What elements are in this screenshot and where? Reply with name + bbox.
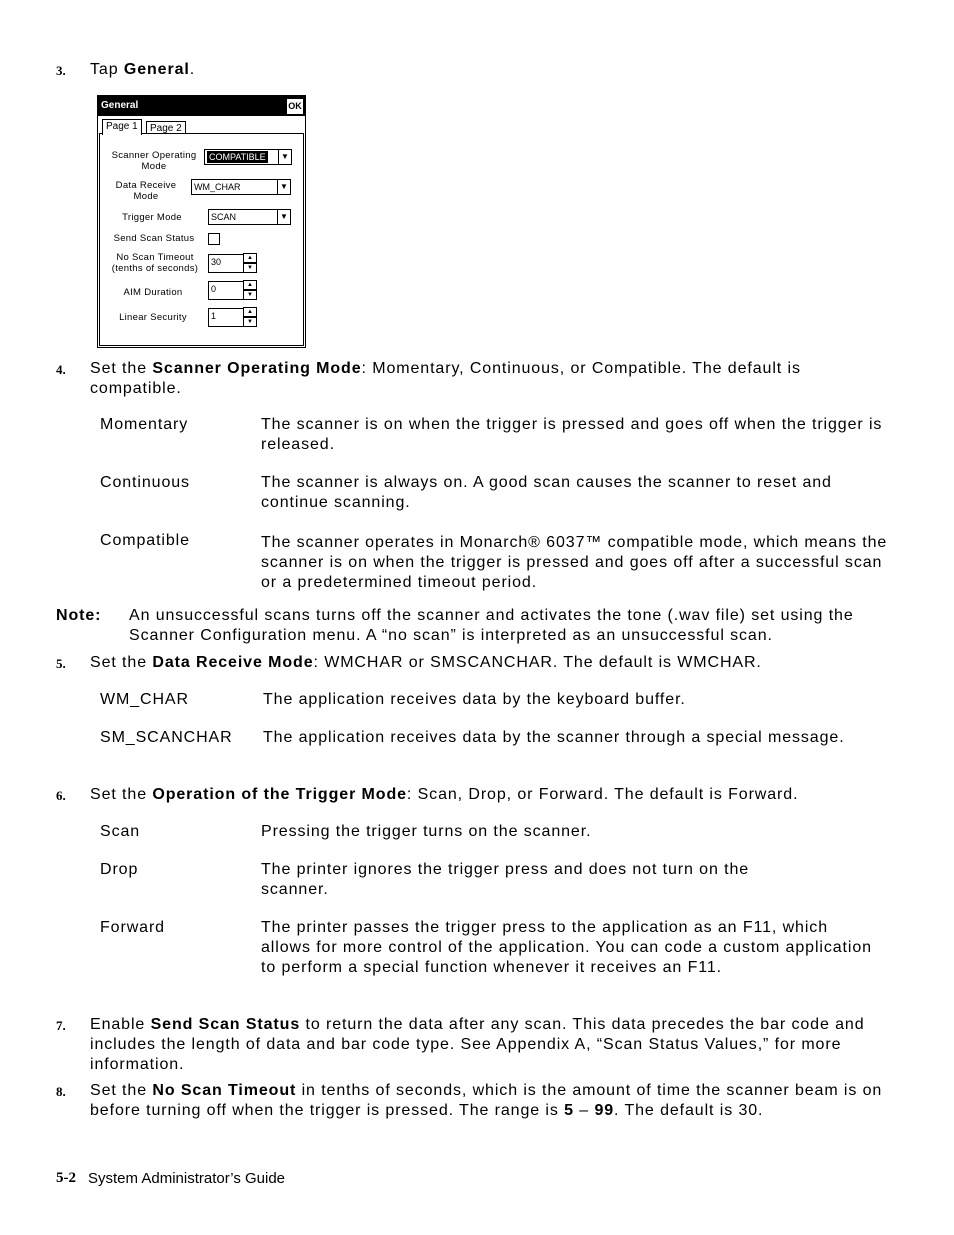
spin-up-icon[interactable]: ▲: [243, 307, 257, 317]
mode-term: Continuous: [100, 474, 190, 491]
data-receive-select[interactable]: [191, 179, 291, 195]
linear-security-input[interactable]: [208, 308, 244, 327]
spin-down-icon[interactable]: ▼: [243, 317, 257, 327]
chevron-down-icon[interactable]: ▼: [278, 150, 291, 164]
trigger-term: Forward: [100, 919, 165, 936]
trigger-term: Scan: [100, 823, 141, 840]
no-scan-timeout-value: 30: [211, 257, 222, 267]
trigger-desc: Pressing the trigger turns on the scanner.: [261, 823, 592, 840]
spin-up-icon[interactable]: ▲: [243, 280, 257, 290]
step-7-text: Enable Send Scan Status to return the data after any scan. This data precedes the bar code and includes the length of data and bar code type. See Appendix A, “Scan Status Values,” for more information.: [90, 1016, 865, 1073]
step-4-text: Set the Scanner Operating Mode: Momentary, Continuous, or Compatible. The default is compatible.: [90, 360, 801, 397]
note-label: Note:: [56, 607, 102, 624]
step-number: 3.: [56, 63, 66, 78]
mode-term: Compatible: [100, 532, 190, 549]
step-number: 5.: [56, 656, 66, 671]
footer-title: System Administrator’s Guide: [88, 1170, 286, 1187]
note-text: An unsuccessful scans turns off the scanner and activates the tone (.wav file) set using the Scanner Configuration menu. A “no scan” is interpreted as an unsuccessful scan.: [129, 607, 854, 644]
spin-down-icon[interactable]: ▼: [243, 263, 257, 273]
send-scan-status-checkbox[interactable]: [208, 233, 220, 245]
tab-page-2[interactable]: Page 2: [146, 121, 186, 134]
step-number: 7.: [56, 1018, 66, 1033]
tab-page-1[interactable]: Page 1: [102, 119, 142, 135]
trigger-mode-select[interactable]: [208, 209, 291, 225]
aim-duration-input[interactable]: [208, 281, 244, 300]
step-number: 6.: [56, 788, 66, 803]
linear-security-label: Linear Security: [119, 312, 187, 323]
chevron-down-icon[interactable]: ▼: [277, 180, 290, 194]
trigger-term: Drop: [100, 861, 139, 878]
aim-duration-value: 0: [211, 284, 217, 294]
scanner-mode-value: COMPATIBLE: [209, 152, 266, 162]
mode-desc: The scanner is always on. A good scan causes the scanner to reset and continue scanning.: [261, 474, 832, 511]
receive-desc: The application receives data by the scanner through a special message.: [263, 729, 845, 746]
send-scan-status-label: Send Scan Status: [113, 233, 195, 244]
receive-term: SM_SCANCHAR: [100, 729, 233, 746]
data-receive-label: Data Receive Mode: [115, 180, 177, 202]
step-number: 8.: [56, 1084, 66, 1099]
trigger-desc: The printer ignores the trigger press and does not turn on the scanner.: [261, 861, 750, 898]
receive-desc: The application receives data by the keyboard buffer.: [263, 691, 686, 708]
trigger-desc: The printer passes the trigger press to the application as an F11, which allows for more control of the application. You can code a custom application to perform a special function whenever it receives an F11.: [261, 919, 872, 976]
data-receive-value: WM_CHAR: [194, 182, 241, 192]
spin-down-icon[interactable]: ▼: [243, 290, 257, 300]
trigger-mode-label: Trigger Mode: [122, 212, 182, 223]
aim-duration-label: AIM Duration: [123, 287, 183, 298]
no-scan-timeout-input[interactable]: [208, 254, 244, 273]
step-number: 4.: [56, 362, 66, 377]
scanner-mode-select[interactable]: [204, 149, 292, 165]
no-scan-timeout-label: No Scan Timeout (tenths of seconds): [111, 252, 199, 274]
page-number: 5-2: [56, 1170, 76, 1186]
linear-security-value: 1: [211, 311, 217, 321]
mode-desc: The scanner is on when the trigger is pressed and goes off when the trigger is released.: [261, 416, 883, 453]
dialog-title: General: [101, 100, 139, 111]
general-dialog: [97, 95, 306, 348]
step-6-text: Set the Operation of the Trigger Mode: Scan, Drop, or Forward. The default is Forward.: [90, 786, 799, 803]
receive-term: WM_CHAR: [100, 691, 189, 708]
step-5-text: Set the Data Receive Mode: WMCHAR or SMSCANCHAR. The default is WMCHAR.: [90, 654, 762, 671]
step-8-text: Set the No Scan Timeout in tenths of seconds, which is the amount of time the scanner beam is on before turning off when the trigger is pressed. The range is 5 – 99. The default is 30.: [90, 1082, 883, 1119]
mode-desc: The scanner operates in Monarch® 6037™ compatible mode, which means the scanner is on when the trigger is pressed and goes off after a successful scan or a predetermined timeout period.: [261, 534, 888, 591]
trigger-mode-value: SCAN: [211, 212, 237, 222]
step-3-text: Tap General.: [90, 61, 196, 78]
chevron-down-icon[interactable]: ▼: [277, 210, 290, 224]
scanner-mode-label: Scanner Operating Mode: [111, 150, 197, 172]
mode-term: Momentary: [100, 416, 189, 433]
spin-up-icon[interactable]: ▲: [243, 253, 257, 263]
dialog-title-bar: [98, 96, 305, 116]
ok-button[interactable]: OK: [286, 98, 304, 115]
